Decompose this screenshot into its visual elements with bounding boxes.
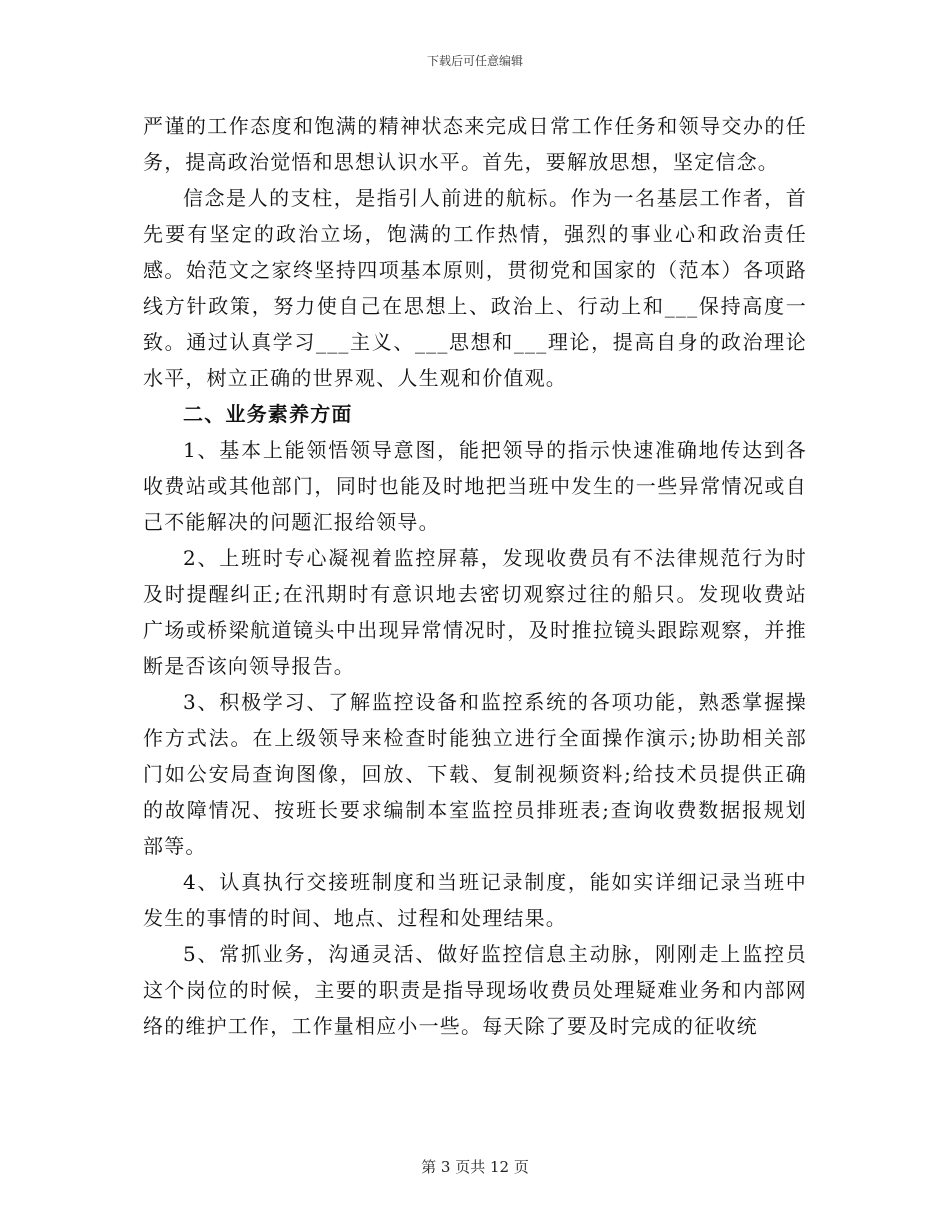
list-item-2: 2、上班时专心凝视着监控屏幕，发现收费员有不法律规范行为时及时提醒纠正;在汛期时有意识地去密切观察过往的船只。发现收费站广场或桥梁航道镜头中出现异常情况时，及时推拉镜头跟踪观察，并推断是否该向领导报告。 [143,546,807,678]
list-item-1: 1、基本上能领悟领导意图，能把领导的指示快速准确地传达到各收费站或其他部门，同时也能及时地把当班中发生的一些异常情况或自己不能解决的问题汇报给领导。 [143,438,807,534]
document-body [143,108,807,1044]
section-heading-business: 二、业务素养方面 [183,402,353,426]
page-header: 下载后可任意编辑 [426,54,523,68]
paragraph-continuation: 严谨的工作态度和饱满的精神状态来完成日常工作任务和领导交办的任务，提高政治觉悟和思想认识水平。首先，要解放思想，坚定信念。 [143,114,807,174]
list-item-5: 5、常抓业务，沟通灵活、做好监控信息主动脉，刚刚走上监控员这个岗位的时候，主要的职责是指导现场收费员处理疑难业务和内部网络的维护工作，工作量相应小一些。每天除了要及时完成的征收统 [143,942,807,1038]
list-item-3: 3、积极学习、了解监控设备和监控系统的各项功能，熟悉掌握操作方式法。在上级领导来检查时能独立进行全面操作演示;协助相关部门如公安局查询图像，回放、下载、复制视频资料;给技术员提供正确的故障情况、按班长要求编制本室监控员排班表;查询收费数据报规划部等。 [143,690,807,858]
page-number-footer: 第 3 页共 12 页 [421,1158,529,1176]
list-item-4: 4、认真执行交接班制度和当班记录制度，能如实详细记录当班中发生的事情的时间、地点、过程和处理结果。 [143,870,807,930]
paragraph-belief: 信念是人的支柱，是指引人前进的航标。作为一名基层工作者，首先要有坚定的政治立场，饱满的工作热情，强烈的事业心和政治责任感。始范文之家终坚持四项基本原则，贯彻党和国家的（范本）各项路线方针政策，努力使自己在思想上、政治上、行动上和___保持高度一致。通过认真学习___主义、___思想和___理论，提高自身的政治理论水平，树立正确的世界观、人生观和价值观。 [143,186,807,390]
